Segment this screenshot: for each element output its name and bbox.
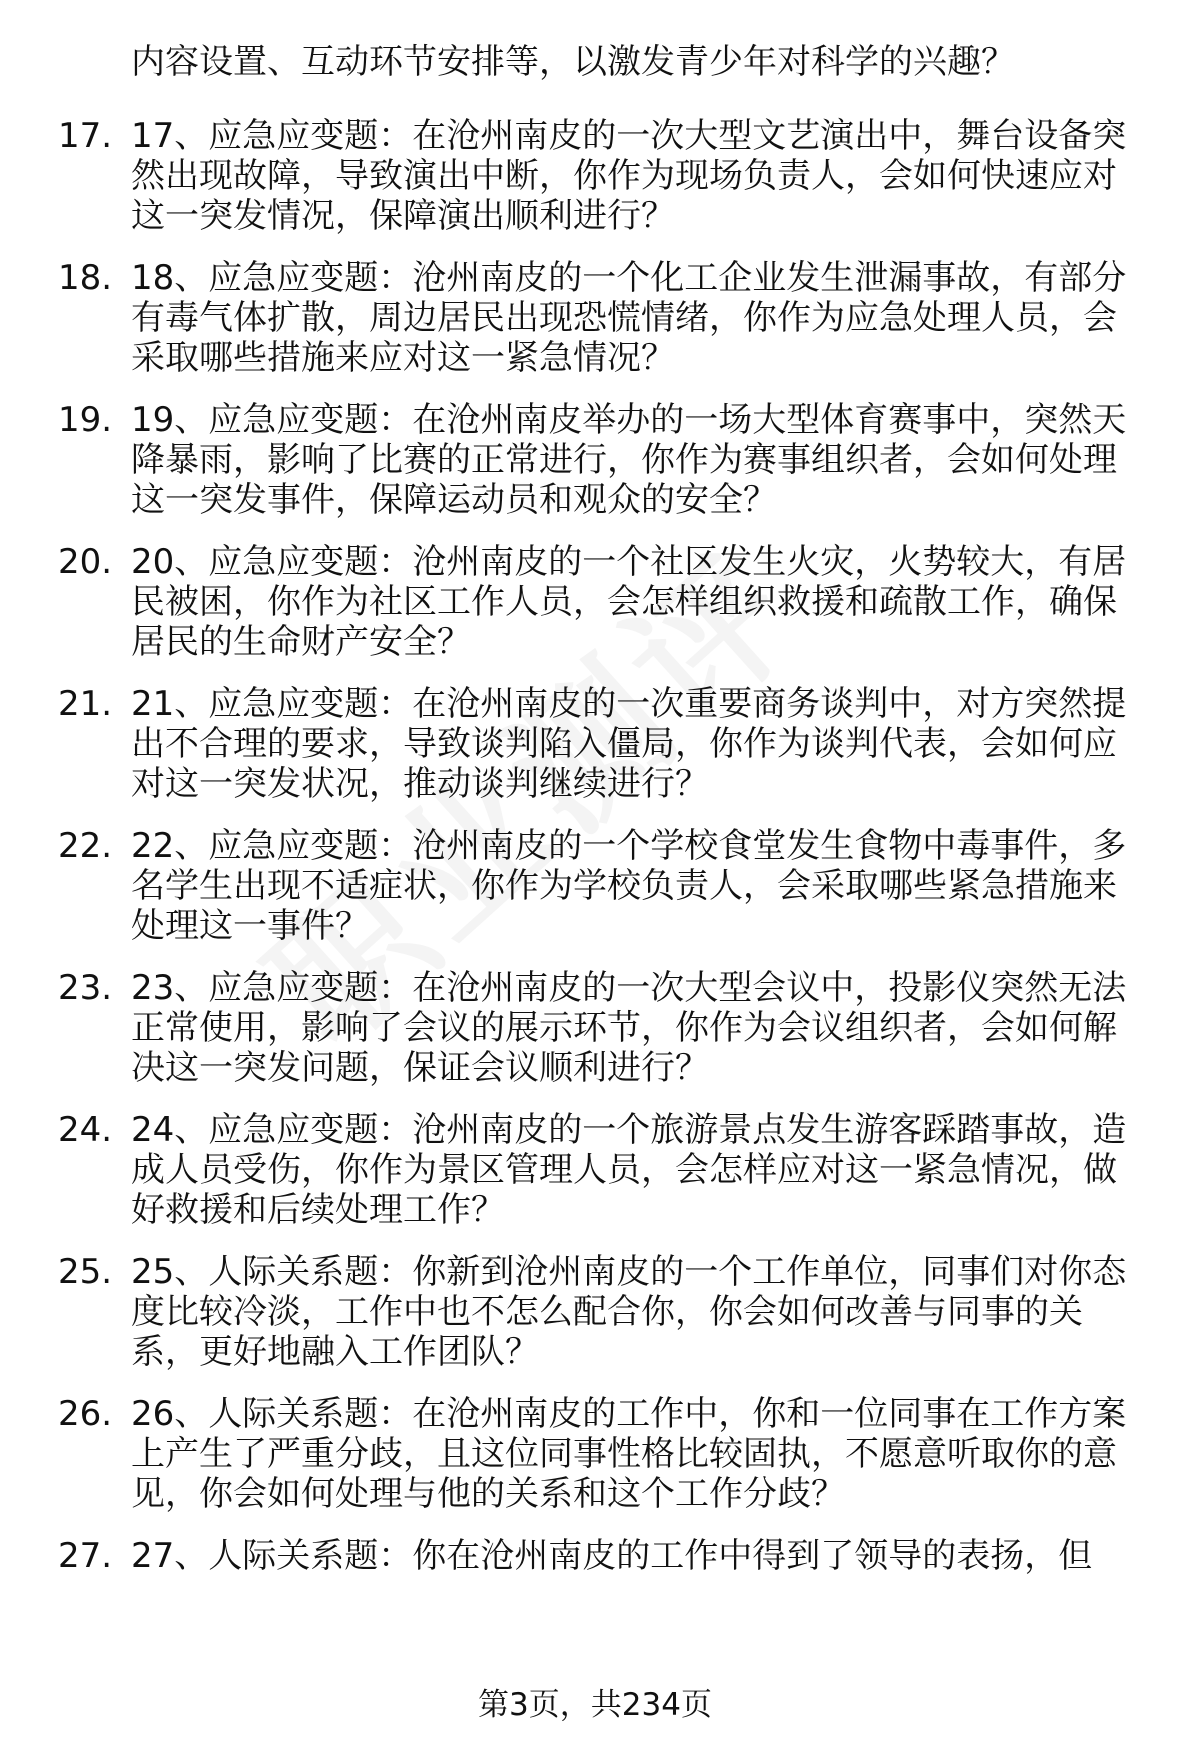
- item-number: 23.: [58, 968, 113, 1008]
- question-list: [0, 116, 1190, 1598]
- item-number: 25.: [58, 1252, 113, 1292]
- continuation-text: 内容设置、互动环节安排等，以激发青少年对科学的兴趣？: [131, 42, 1015, 82]
- item-text: 23、应急应变题：在沧州南皮的一次大型会议中，投影仪突然无法正常使用，影响了会议的展示环节，你作为会议组织者，会如何解决这一突发问题，保证会议顺利进行？: [131, 968, 1127, 1088]
- item-number: 18.: [58, 258, 113, 298]
- list-item: [0, 684, 1141, 804]
- list-item: [0, 542, 1141, 662]
- item-text: 21、应急应变题：在沧州南皮的一次重要商务谈判中，对方突然提出不合理的要求，导致谈判陷入僵局，你作为谈判代表，会如何应对这一突发状况，推动谈判继续进行？: [131, 684, 1127, 804]
- item-text: 26、人际关系题：在沧州南皮的工作中，你和一位同事在工作方案上产生了严重分歧，且这位同事性格比较固执，不愿意听取你的意见，你会如何处理与他的关系和这个工作分歧？: [131, 1394, 1127, 1514]
- list-item: [0, 968, 1141, 1088]
- item-number: 27.: [58, 1536, 113, 1576]
- item-text: 22、应急应变题：沧州南皮的一个学校食堂发生食物中毒事件，多名学生出现不适症状，你作为学校负责人，会采取哪些紧急措施来处理这一事件？: [131, 826, 1127, 946]
- item-text: 24、应急应变题：沧州南皮的一个旅游景点发生游客踩踏事故，造成人员受伤，你作为景区管理人员，会怎样应对这一紧急情况，做好救援和后续处理工作？: [131, 1110, 1127, 1230]
- item-number: 17.: [58, 116, 113, 156]
- item-text: 17、应急应变题：在沧州南皮的一次大型文艺演出中，舞台设备突然出现故障，导致演出中断，你作为现场负责人，会如何快速应对这一突发情况，保障演出顺利进行？: [131, 116, 1127, 236]
- item-text: 19、应急应变题：在沧州南皮举办的一场大型体育赛事中，突然天降暴雨，影响了比赛的正常进行，你作为赛事组织者，会如何处理这一突发事件，保障运动员和观众的安全？: [131, 400, 1127, 520]
- item-text: 25、人际关系题：你新到沧州南皮的一个工作单位，同事们对你态度比较冷淡，工作中也不怎么配合你，你会如何改善与同事的关系，更好地融入工作团队？: [131, 1252, 1127, 1372]
- item-number: 22.: [58, 826, 113, 866]
- item-number: 20.: [58, 542, 113, 582]
- list-item: [0, 1394, 1141, 1514]
- list-item: [0, 116, 1141, 236]
- list-item: [0, 826, 1141, 946]
- item-text: 27、人际关系题：你在沧州南皮的工作中得到了领导的表扬，但: [131, 1536, 1093, 1576]
- item-text: 18、应急应变题：沧州南皮的一个化工企业发生泄漏事故，有部分有毒气体扩散，周边居民出现恐慌情绪，你作为应急处理人员，会采取哪些措施来应对这一紧急情况？: [131, 258, 1127, 378]
- list-item: [0, 258, 1141, 378]
- list-item: [0, 1536, 1141, 1576]
- item-number: 21.: [58, 684, 113, 724]
- list-item: [0, 1110, 1141, 1230]
- list-item: [0, 1252, 1141, 1372]
- list-item: [0, 400, 1141, 520]
- item-number: 24.: [58, 1110, 113, 1150]
- item-number: 26.: [58, 1394, 113, 1434]
- page-footer: 第3页，共234页: [478, 1687, 712, 1723]
- item-text: 20、应急应变题：沧州南皮的一个社区发生火灾，火势较大，有居民被困，你作为社区工作人员，会怎样组织救援和疏散工作，确保居民的生命财产安全？: [131, 542, 1127, 662]
- item-number: 19.: [58, 400, 113, 440]
